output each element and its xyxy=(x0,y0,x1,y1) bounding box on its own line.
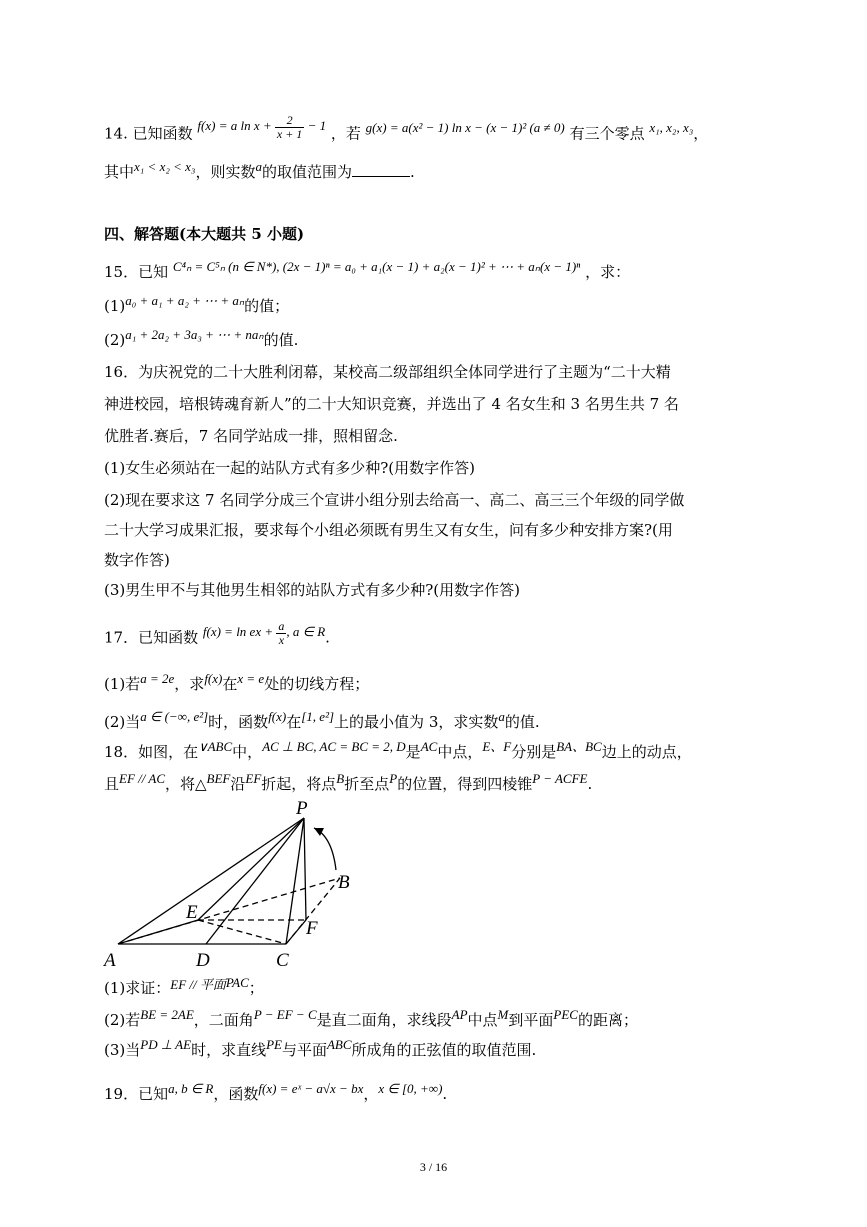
f-lhs: f(x) = a ln x + xyxy=(197,118,272,134)
f-of-x: f(x) xyxy=(268,709,287,724)
problem-18-q1 xyxy=(104,975,264,999)
text: 中， xyxy=(232,743,263,761)
problem-16-q3: (3)男生甲不与其他男生相邻的站队方式有多少种?(用数字作答) xyxy=(104,581,520,599)
text: . xyxy=(442,1085,448,1103)
interval: [1, e²] xyxy=(301,709,335,724)
f-definition: f(x) = eˣ − a√x − bx xyxy=(258,1081,364,1096)
problem-15-q1 xyxy=(104,293,290,317)
line-pe: PE xyxy=(266,1037,282,1052)
text: ，若 xyxy=(330,124,361,143)
text: ，则实数 xyxy=(195,163,256,181)
problem-17-q2 xyxy=(104,709,540,733)
text: 是 xyxy=(405,743,421,761)
text: 处的切线方程； xyxy=(264,675,370,693)
text: 在 xyxy=(286,713,302,731)
f-lhs: f(x) = ln ex + xyxy=(202,624,274,640)
text: 15．已知 xyxy=(104,263,169,281)
text: 且 xyxy=(104,775,120,793)
fraction xyxy=(275,114,304,141)
weighted-sum-expression: a₁ + 2a₂ + 3a₃ + ⋯ + naₙ xyxy=(125,327,264,342)
label-e: E xyxy=(186,902,198,923)
text: 分别是 xyxy=(511,743,557,761)
edge-pe xyxy=(198,818,304,920)
text: 19．已知 xyxy=(104,1085,169,1103)
f-tail: , a ∈ R xyxy=(286,624,326,640)
problem-14-line-1 xyxy=(104,113,709,149)
text: 其中 xyxy=(104,163,135,181)
text: 的距离； xyxy=(577,1011,638,1029)
problem-15-q2 xyxy=(104,327,299,351)
text: 边上的动点， xyxy=(601,743,692,761)
triangle: ∨ABC xyxy=(198,739,233,754)
problem-15-line-1 xyxy=(104,259,631,283)
problem-16-q2-line-2: 二十大学习成果汇报，要求每个小组必须既有男生又有女生，问有多少种安排方案?(用 xyxy=(104,521,673,539)
text: 折至点 xyxy=(344,775,390,793)
text: 与平面 xyxy=(281,1041,327,1059)
fraction xyxy=(276,620,286,647)
label-p: P xyxy=(296,800,308,819)
text: (2) xyxy=(104,331,126,349)
text: . xyxy=(325,628,330,647)
f-tail: − 1 xyxy=(307,118,327,134)
problem-18-line-1 xyxy=(104,739,692,763)
plane-pec: PEC xyxy=(553,1007,578,1022)
problem-18-q3 xyxy=(104,1037,537,1061)
fold-arrow xyxy=(314,828,336,870)
var-a: a xyxy=(255,159,262,174)
text: 时，求直线 xyxy=(191,1041,267,1059)
text: 14. 已知函数 xyxy=(104,124,193,143)
text: ， xyxy=(693,124,709,143)
problem-18-line-2 xyxy=(104,771,593,795)
a-value: a = 2e xyxy=(140,671,175,686)
fraction-numerator: a xyxy=(278,619,285,633)
text: 时，函数 xyxy=(208,713,269,731)
point-p: P xyxy=(389,771,398,786)
text: 的取值范围为 xyxy=(261,163,352,181)
section-heading: 四、解答题(本大题共 5 小题) xyxy=(104,225,305,243)
text: 所成角的正弦值的取值范围. xyxy=(351,1041,537,1059)
edge-pf xyxy=(304,818,306,920)
text: 的值. xyxy=(263,331,299,349)
domain: x ∈ [0, +∞) xyxy=(378,1081,443,1096)
text: ，二面角 xyxy=(193,1011,254,1029)
edge-ec-dashed xyxy=(198,920,286,944)
text: ， xyxy=(363,1085,379,1103)
tangent-point: x = e xyxy=(237,671,265,686)
triangle-bef: BEF xyxy=(206,771,231,786)
sides-ba-bc: BA、BC xyxy=(556,739,602,754)
text: ； xyxy=(248,979,264,997)
triangle-condition: AC ⊥ BC, AC = BC = 2, D xyxy=(262,739,406,754)
sum-expression: a₀ + a₁ + a₂ + ⋯ + aₙ xyxy=(125,293,245,308)
text: 中点 xyxy=(467,1011,498,1029)
answer-blank xyxy=(352,162,410,177)
f-of-x: f(x) xyxy=(204,671,223,686)
problem-17-line-1 xyxy=(104,619,330,653)
text: 的值. xyxy=(504,713,540,731)
text: ，求 xyxy=(174,675,205,693)
points-ef: E、F xyxy=(482,739,512,754)
dihedral-angle: P − EF − C xyxy=(253,1007,317,1022)
label-f: F xyxy=(306,918,318,939)
text: (2)若 xyxy=(104,1011,141,1029)
pyramid-figure xyxy=(100,800,380,972)
a-range: a ∈ (−∞, e²] xyxy=(140,709,209,724)
pyramid: P − ACFE xyxy=(532,771,588,786)
segment-ef: EF xyxy=(245,771,262,786)
text: (1)求证： xyxy=(104,979,171,997)
text: 18．如图，在 xyxy=(104,743,199,761)
edge-pa xyxy=(118,818,304,944)
var-a: a xyxy=(498,709,505,724)
text: ，函数 xyxy=(213,1085,259,1103)
fraction-denominator: x xyxy=(278,633,285,647)
text: 是直二面角，求线段 xyxy=(316,1011,452,1029)
parallel-condition: EF // AC xyxy=(119,771,165,786)
problem-18-q2 xyxy=(104,1007,638,1031)
text: . xyxy=(587,775,593,793)
point-m: M xyxy=(497,1007,509,1022)
text: (1)若 xyxy=(104,675,141,693)
problem-19-line-1 xyxy=(104,1081,448,1105)
text: (3)当 xyxy=(104,1041,141,1059)
text: 的值； xyxy=(244,297,290,315)
problem-16-line-3: 优胜者.赛后，7 名同学站成一排，照相留念. xyxy=(104,427,398,445)
page-number: 3 / 16 xyxy=(419,1160,448,1174)
text: ，将△ xyxy=(165,775,207,793)
param-condition: a, b ∈ R xyxy=(168,1081,214,1096)
problem-16-q2-line-3: 数字作答) xyxy=(104,551,170,569)
text: (1) xyxy=(104,297,126,315)
text: . xyxy=(409,163,415,181)
problem-14-line-2 xyxy=(104,159,415,183)
text: 在 xyxy=(222,675,238,693)
text: 中点， xyxy=(437,743,483,761)
label-c: C xyxy=(276,950,289,971)
g-definition: g(x) = a(x² − 1) ln x − (x − 1)² (a ≠ 0) xyxy=(365,120,565,136)
problem-16-q2-line-1: (2)现在要求这 7 名同学分成三个宣讲小组分别去给高一、高二、高三三个年级的同学做 xyxy=(104,491,685,509)
fraction-denominator: x + 1 xyxy=(276,127,303,141)
segment-ap: AP xyxy=(451,1007,468,1022)
problem-16-q1: (1)女生必须站在一起的站队方式有多少种?(用数字作答) xyxy=(104,459,475,477)
fraction-numerator: 2 xyxy=(275,114,304,128)
text: 上的最小值为 3，求实数 xyxy=(334,713,499,731)
text: (2)当 xyxy=(104,713,141,731)
f-definition xyxy=(197,113,327,141)
zero-order: x₁ < x₂ < x₃ xyxy=(134,159,196,174)
problem-16-line-2: 神进校园，培根铸魂育新人”的二十大知识竞赛，并选出了 4 名女生和 3 名男生共 7 名 xyxy=(104,395,679,413)
parallel-plane: EF // 平面 xyxy=(170,977,226,992)
label-a: A xyxy=(104,950,116,971)
text: 到平面 xyxy=(508,1011,554,1029)
point-b: B xyxy=(336,771,345,786)
problem-17-q1 xyxy=(104,671,370,695)
plane-pac: PAC xyxy=(225,975,249,990)
perpendicular-condition: PD ⊥ AE xyxy=(140,1037,192,1052)
text: ，求： xyxy=(585,263,631,281)
zeros: x₁, x₂, x₃ xyxy=(649,120,694,136)
label-b: B xyxy=(338,872,350,893)
text: 沿 xyxy=(230,775,246,793)
binomial-condition: C⁴ₙ = C⁵ₙ (n ∈ N*), (2x − 1)ⁿ = a₀ + a₁(x − 1) + a₂(x − 1)² + ⋯ + aₙ(x − 1)ⁿ xyxy=(172,259,581,274)
text: 有三个零点 xyxy=(569,124,645,143)
text: 折起，将点 xyxy=(261,775,337,793)
text: 17．已知函数 xyxy=(104,628,199,647)
label-d: D xyxy=(196,950,210,971)
ratio-condition: BE = 2AE xyxy=(140,1007,194,1022)
text: 的位置，得到四棱锥 xyxy=(397,775,533,793)
f-definition xyxy=(202,619,326,647)
segment-ac: AC xyxy=(420,739,438,754)
problem-16-line-1: 16．为庆祝党的二十大胜利闭幕，某校高二级部组织全体同学进行了主题为“二十大精 xyxy=(104,363,671,381)
plane-abc: ABC xyxy=(326,1037,352,1052)
